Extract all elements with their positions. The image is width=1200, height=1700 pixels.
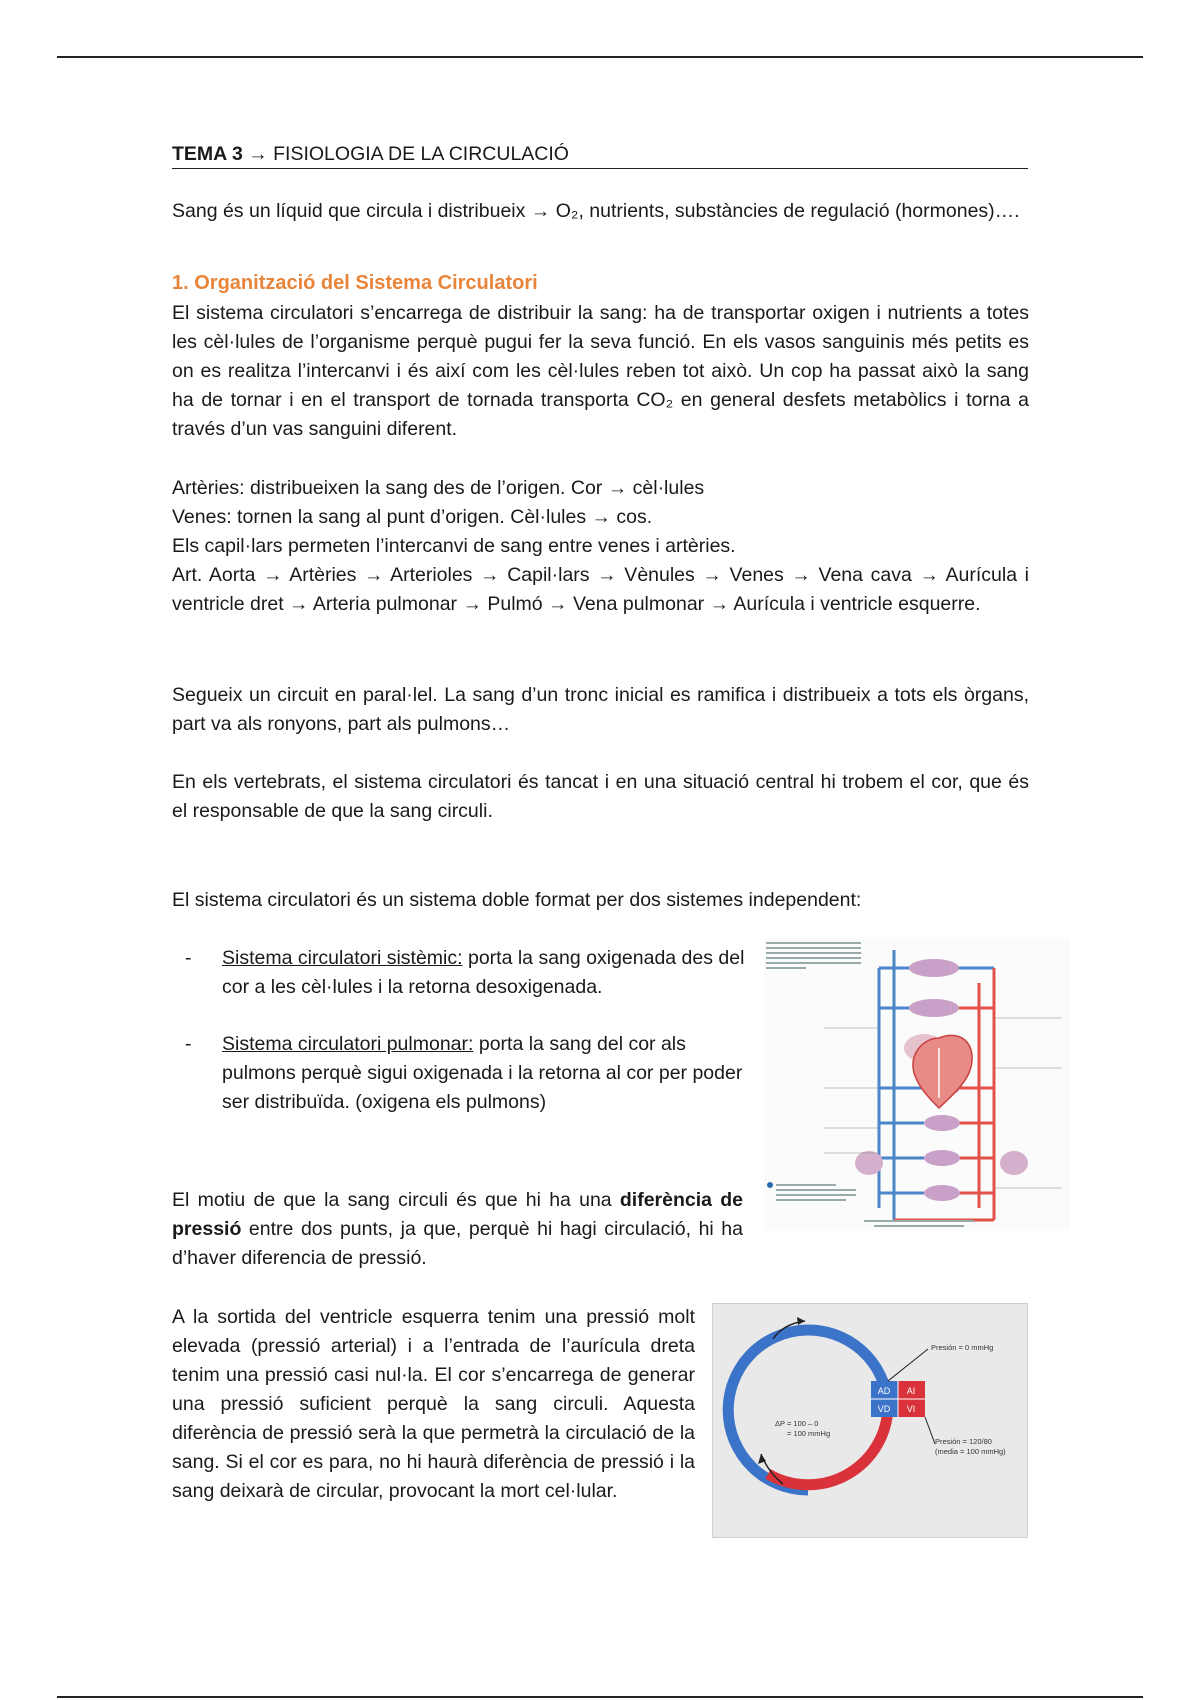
circulatory-diagram-svg	[764, 938, 1070, 1230]
delta-p-line2: = 100 mmHg	[787, 1429, 831, 1438]
label-vi: VI	[906, 1404, 916, 1414]
list-item	[185, 944, 745, 1002]
arterial-arc	[768, 1404, 888, 1485]
section-1-heading: 1. Organització del Sistema Circulatori	[172, 272, 538, 294]
label-ad: AD	[877, 1386, 891, 1396]
intro-paragraph: Sang és un líquid que circula i distribueix → O₂, nutrients, substàncies de regulació (hormones)….	[172, 200, 1020, 222]
leader-bottom	[925, 1417, 935, 1444]
bottom-rule	[57, 1696, 1143, 1698]
pressure-diagram-svg	[713, 1304, 1027, 1537]
leader-top	[888, 1349, 928, 1381]
page-title	[172, 143, 1028, 169]
motive-bold: diferència de pressió	[172, 1189, 744, 1240]
arrow-head	[797, 1317, 805, 1325]
bullet-text: porta la sang oxigenada des del cor a les cèl·lules i la retorna desoxigenada.	[222, 947, 745, 998]
label-ai: AI	[906, 1386, 916, 1396]
venes-line: Venes: tornen la sang al punt d’origen. Cèl·lules → cos.	[172, 506, 653, 528]
title-bold: TEMA 3	[172, 143, 243, 165]
heart-shape	[913, 1035, 972, 1108]
vertebrates-paragraph: En els vertebrats, el sistema circulatori és tancat i en una situació central hi trobem el cor, que és el responsable de que la sang circuli.	[172, 771, 1029, 822]
arteries-line: Artèries: distribueixen la sang des de l’origen. Cor → cèl·lules	[172, 477, 705, 499]
label-vd: VD	[877, 1404, 891, 1414]
pressure-right-line1: Presión = 120/80	[935, 1437, 992, 1446]
bullet-dash: -	[185, 1033, 192, 1055]
pressure-left-label: Presión = 0 mmHg	[931, 1343, 994, 1352]
circulation-path-line: Art. Aorta → Artèries → Arterioles → Capil·lars → Vènules → Venes → Vena cava → Aurícula i ventricle dret → Arteria pulmonar → Pulmó → Vena pulmonar → Aurícula i ventricle esquerre.	[172, 564, 1029, 615]
double-system-paragraph: El sistema circulatori és un sistema doble format per dos sistemes independent:	[172, 889, 862, 911]
vessel-lines	[172, 474, 1029, 619]
caption-lines	[766, 942, 861, 969]
bullet-term: Sistema circulatori sistèmic:	[222, 947, 463, 969]
bullet-dash: -	[185, 947, 192, 969]
title-rest: → FISIOLOGIA DE LA CIRCULACIÓ	[248, 143, 569, 165]
capillaries-line: Els capil·lars permeten l’intercanvi de sang entre venes i artèries.	[172, 535, 736, 557]
delta-p-line1: ΔP = 100 – 0	[775, 1419, 819, 1428]
pressure-right-line2: (media = 100 mmHg)	[935, 1447, 1006, 1456]
pressure-motive-paragraph	[172, 1186, 743, 1273]
pressure-difference-diagram	[712, 1303, 1028, 1538]
motive-text-b: entre dos punts, ja que, perquè hi hagi circulació, hi ha d’haver diferencia de pressió.	[172, 1218, 743, 1269]
motive-text-a: El motiu de que la sang circuli és que hi ha una	[172, 1189, 620, 1211]
bullet-term: Sistema circulatori pulmonar:	[222, 1033, 474, 1055]
info-marker	[767, 1182, 773, 1188]
bullet-text: porta la sang del cor als pulmons perquè sigui oxigenada i la retorna al cor per poder ser distribuïda. (oxigena els pulmons)	[222, 1033, 743, 1113]
parallel-paragraph: Segueix un circuit en paral·lel. La sang d’un tronc inicial es ramifica i distribueix a tots els òrgans, part va als ronyons, part als pulmons…	[172, 684, 1029, 735]
system-bullet-list	[185, 944, 745, 1145]
list-item	[185, 1030, 745, 1117]
pressure-explanation-paragraph: A la sortida del ventricle esquerra tenim una pressió molt elevada (pressió arterial) i a l’entrada de l’aurícula dreta tenim una pressió casi nul·la. El cor s’encarrega de generar una pressió suficient perquè la sang circuli. Aquesta diferència de pressió serà la que permetrà la circulació de la sang. Si el cor es para, no hi haurà diferència de pressió i la sang deixarà de circular, provocant la mort cel·lular.	[172, 1306, 695, 1502]
circulatory-system-diagram	[764, 938, 1070, 1230]
top-rule	[57, 56, 1143, 58]
section-1-paragraph: El sistema circulatori s’encarrega de distribuir la sang: ha de transportar oxigen i nutrients a totes les cèl·lules de l’organisme perquè pugui fer la seva funció. En els vasos sanguinis més petits es on es realitza l’intercanvi i és així com les cèl·lules reben tot això. Un cop ha passat això la sang ha de tornar i en el transport de tornada transporta CO₂ en general desfets metabòlics i torna a través d’un vas sanguini diferent.	[172, 302, 1029, 440]
